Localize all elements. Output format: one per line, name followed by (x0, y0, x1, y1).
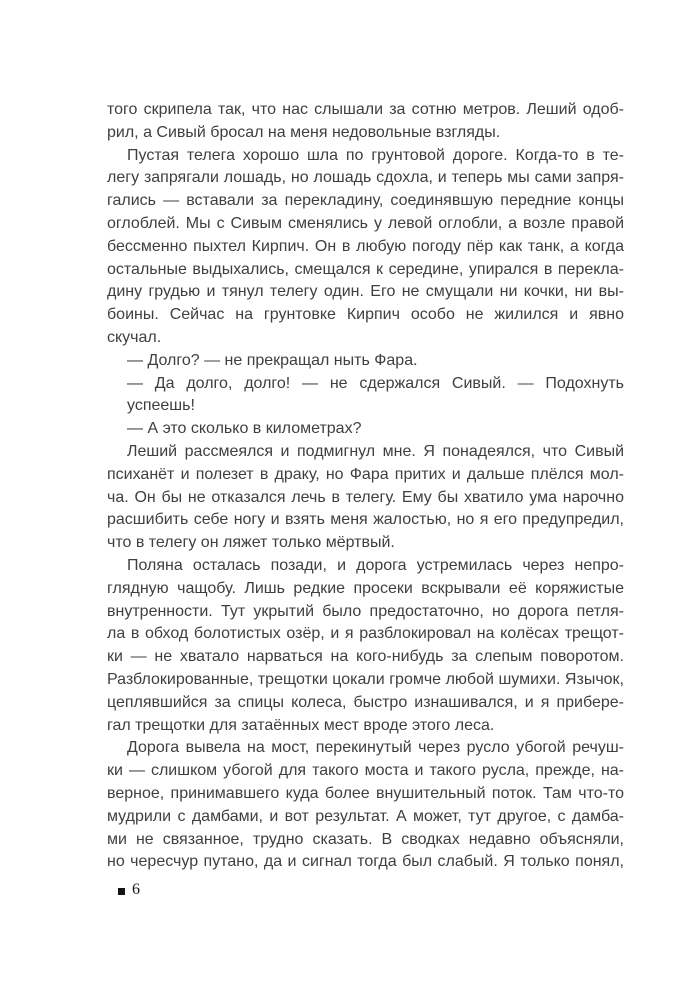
text-block (107, 99, 624, 874)
text-line: гались — вставали за перекладину, соединявшую передние концы (107, 192, 624, 210)
text-line: остальные выдыхались, смещался к середине, упирался в перекла- (107, 260, 624, 278)
text-line: ки — не хватало нарваться на кого-нибудь за слепым поворотом. (107, 648, 624, 666)
paragraph (107, 99, 624, 145)
page-footer (118, 882, 140, 898)
text-line: глядную чащобу. Лишь редкие просеки вскрывали её коряжистые (107, 579, 624, 597)
text-line: оглоблей. Мы с Сивым сменялись у левой оглобли, а возле правой (107, 214, 624, 232)
text-line: — А это сколько в километрах? (127, 420, 362, 438)
paragraph (107, 555, 624, 737)
text-line: того скрипела так, что нас слышали за сотню метров. Леший одоб- (107, 101, 624, 118)
page-marker-icon (118, 888, 125, 895)
text-line: но чересчур путано, да и сигнал тогда был слабый. Я только понял, (107, 853, 624, 871)
paragraph (107, 441, 624, 555)
text-line: — Да долго, долго! — не сдержался Сивый. — Подохнуть успеешь! (127, 374, 624, 415)
text-line: рил, а Сивый бросал на меня недовольные взгляды. (107, 123, 501, 141)
paragraph (107, 737, 624, 874)
text-line: ла в обход болотистых озёр, и я разблокировал на колёсах трещот- (107, 625, 624, 643)
text-line: верное, принимавшего куда более внушительный поток. Там что-то (107, 784, 624, 802)
text-line: расшибить себе ногу и взять меня жалостью, но я его предупредил, (107, 511, 624, 529)
text-line: внутренности. Тут укрытий было предостаточно, но дорога петля- (107, 602, 624, 620)
text-line: ча. Он бы не отказался лечь в телегу. Ему бы хватило ума нарочно (107, 488, 624, 506)
text-line: Дорога вывела на мост, перекинутый через русло убогой речуш- (127, 739, 624, 757)
page-number: 6 (132, 881, 140, 898)
text-line: Разблокированные, трещотки цокали громче любой шумихи. Язычок, (107, 670, 624, 688)
text-line: бессменно пыхтел Кирпич. Он в любую погоду пёр как танк, а когда (107, 237, 624, 255)
text-line: — Долго? — не прекращал ныть Фара. (127, 351, 418, 369)
text-line: Леший рассмеялся и подмигнул мне. Я понадеялся, что Сивый (127, 442, 624, 460)
text-line: Поляна осталась позади, и дорога устремилась через непро- (127, 556, 624, 574)
text-line: мудрили с дамбами, и вот результат. А может, тут другое, с дамба- (107, 807, 624, 825)
text-line: психанёт и полезет в драку, но Фара притих и дальше плёлся мол- (107, 465, 624, 483)
paragraph (107, 418, 624, 441)
paragraph (107, 145, 624, 350)
text-line: Пустая телега хорошо шла по грунтовой дороге. Когда-то в те- (127, 146, 624, 164)
text-line: боины. Сейчас на грунтовке Кирпич особо не жилился и явно скучал. (107, 306, 624, 346)
text-line: легу запрягали лошадь, но лошадь сдохла, и теперь мы сами запря- (107, 169, 624, 187)
text-line: цеплявшийся за спицы колеса, быстро изнашивался, и я прибере- (107, 693, 624, 711)
text-line: ми не связанное, трудно сказать. В сводках недавно объясняли, (107, 830, 624, 848)
text-line: дину грудью и тянул телегу один. Его не смущали ни кочки, ни вы- (107, 283, 624, 301)
text-line: гал трещотки для затаённых мест вроде этого леса. (107, 716, 495, 734)
text-line: ки — слишком убогой для такого моста и такого русла, прежде, на- (107, 762, 624, 780)
text-line: что в телегу он ляжет только мёртвый. (107, 534, 395, 552)
paragraph (107, 373, 624, 419)
paragraph (107, 350, 624, 373)
